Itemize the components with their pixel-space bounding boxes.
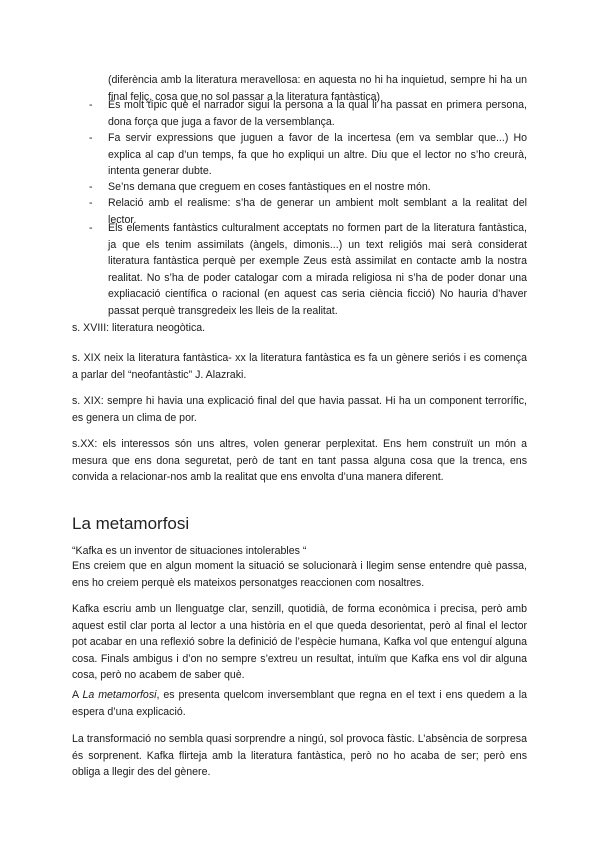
paragraph-s18: s. XVIII: literatura neogòtica. — [72, 322, 206, 334]
bullet-marker: - — [89, 181, 93, 193]
section-heading: La metamorfosi — [72, 514, 190, 533]
paragraph-s19-neix: s. XIX neix la literatura fantàstica- xx la literatura fantàstica es fa un gènere seriós i es comença a parlar del “neofantàstic” J. Alazraki. — [72, 352, 527, 381]
bullet-item: Els elements fantàstics culturalment acceptats no formen part de la literatura fantàstica, ja que els tenim assimilats (àngels, dimonis...) un text religiós mai serà considerat literatura fantàstica perquè per exemple Zeus està assimilat en contacte amb la nostra realitat. No s’ha de poder catalogar com a mirada religiosa ni s’ha de poder donar una expliacació científica o racional (en aquest cas seria ciència ficció) No hauria d’haver passat perquè transgredeix les lleis de la realitat. — [108, 222, 527, 317]
bullet-marker: - — [89, 222, 93, 234]
intro-continuation: (diferència amb la literatura meravellosa: en aquesta no hi ha inquietud, sempre hi ha un final feliç, cosa que no sol passar a la literatura fantàstica) — [108, 74, 527, 103]
quote-followup: Ens creiem que en algun moment la situació se solucionarà i llegim sense entendre què passa, ens ho creiem perquè els mateixos personatges reaccionen com nosaltres. — [72, 560, 527, 589]
bullet-marker: - — [89, 99, 93, 111]
kafka-style-paragraph: Kafka escriu amb un llenguatge clar, senzill, quotidià, de forma econòmica i precisa, però amb aquest estil clar porta al lector a una història en el que queda desorientat, però al final el lector pot acabar en una reflexió sobre la definició de l’espècie humana, Kafka vol que entenguí alguna cosa. Finals ambigus i d’on no sempre s’extreu un resultat, intuïm que Kafka ens vol dir alguna cosa, però no acabem de saber què. — [72, 603, 527, 681]
kafka-quote: “Kafka es un inventor de situaciones intolerables “ — [72, 545, 307, 557]
bullet-marker: - — [89, 132, 93, 144]
metamorfosi-paragraph — [72, 687, 527, 720]
bullet-marker: - — [89, 197, 93, 209]
metamorfosi-prefix: A — [72, 689, 83, 701]
paragraph-s19-explicacio: s. XIX: sempre hi havia una explicació final del que havia passat. Hi ha un component terrorífic, es genera un clima de por. — [72, 395, 527, 424]
final-paragraph: La transformació no sembla quasi sorprendre a ningú, sol provoca fàstic. L’absència de sorpresa és sorprenent. Kafka flirteja amb la literatura fantàstica, però no ho acaba de ser; però ens obliga a llegir des del gènere. — [72, 733, 527, 778]
bullet-item: Se’ns demana que creguem en coses fantàstiques en el nostre món. — [108, 181, 431, 193]
bullet-item: Relació amb el realisme: s’ha de generar un ambient molt semblant a la realitat del lector. — [108, 197, 527, 226]
metamorfosi-title: La metamorfosi — [82, 689, 157, 701]
metamorfosi-suffix: , es presenta quelcom inversemblant que regna en el text i ens quedem a la espera d’una explicació. — [72, 689, 527, 718]
bullet-item: Fa servir expressions que juguen a favor de la incertesa (em va semblar que...) Ho explica al cap d’un temps, fa que ho expliqui un altre. Diu que el lector no s’ho creurà, intenta generar dubte. — [108, 132, 527, 177]
bullet-item: És molt típic que el narrador sigui la persona a la qual li ha passat en primera persona, dona força que juga a favor de la versemblança. — [108, 99, 527, 128]
paragraph-s20: s.XX: els interessos són uns altres, volen generar perplexitat. Ens hem construït un món a mesura que ens dona seguretat, però de tant en tant passa alguna cosa que la trenca, ens convida a relacionar-nos amb la realitat que ens envolta d’una manera diferent. — [72, 438, 527, 483]
